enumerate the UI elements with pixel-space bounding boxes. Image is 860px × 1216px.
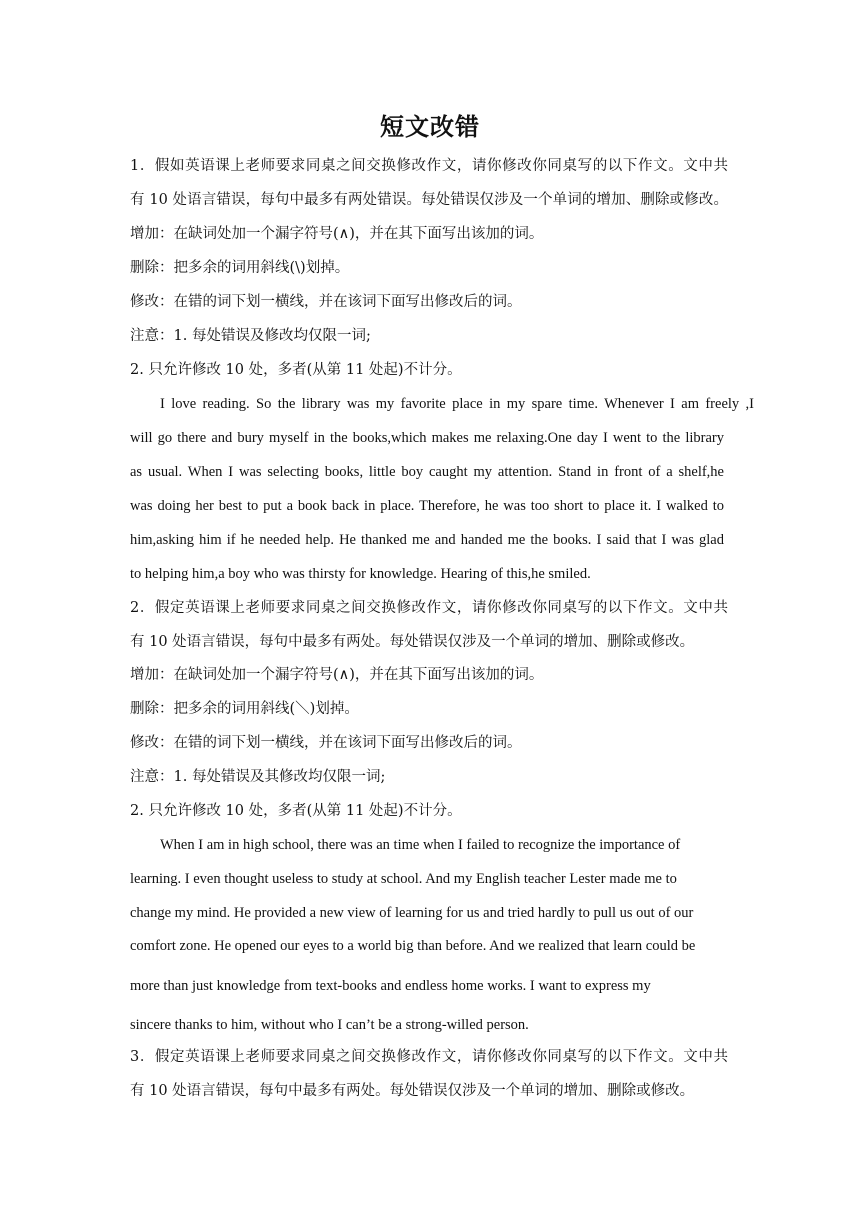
q2-delete-rule: 删除：把多余的词用斜线(＼)划掉。 (130, 701, 359, 717)
q2-passage-line-2: learning. I even thought useless to study at school. And my English teacher Lester made me to (130, 871, 677, 887)
q1-passage-line-2: will go there and bury myself in the books,which makes me relaxing.One day I went to the library (130, 430, 724, 446)
q2-add-rule: 增加：在缺词处加一个漏字符号(∧)，并在其下面写出该加的词。 (130, 667, 544, 683)
q1-modify-rule: 修改：在错的词下划一横线，并在该词下面写出修改后的词。 (130, 294, 522, 310)
page-title: 短文改错 (380, 112, 480, 141)
q1-note-2: 2. 只允许修改 10 处，多者(从第 11 处起)不计分。 (130, 362, 462, 378)
q1-instruction-line-2: 有 10 处语言错误，每句中最多有两处错误。每处错误仅涉及一个单词的增加、删除或修改。 (130, 192, 728, 208)
q2-modify-rule: 修改：在错的词下划一横线，并在该词下面写出修改后的词。 (130, 735, 522, 751)
q2-passage-line-3: change my mind. He provided a new view of learning for us and tried hardly to pull us out of our (130, 905, 694, 921)
q2-instruction-line-1: 2．假定英语课上老师要求同桌之间交换修改作文，请你修改你同桌写的以下作文。文中共 (130, 600, 728, 616)
q1-add-rule: 增加：在缺词处加一个漏字符号(∧)，并在其下面写出该加的词。 (130, 226, 544, 242)
q1-passage-line-6: to helping him,a boy who was thirsty for knowledge. Hearing of this,he smiled. (130, 566, 591, 582)
q1-delete-rule: 删除：把多余的词用斜线(\)划掉。 (130, 260, 350, 276)
q2-note-1: 注意：1. 每处错误及其修改均仅限一词; (130, 769, 386, 785)
q1-passage-line-5: him,asking him if he needed help. He thanked me and handed me the books. I said that I was glad (130, 532, 724, 548)
q1-passage-line-4: was doing her best to put a book back in place. Therefore, he was too short to place it. I walked to (130, 498, 724, 514)
q1-note-1: 注意：1. 每处错误及修改均仅限一词; (130, 328, 371, 344)
q1-passage-line-3: as usual. When I was selecting books, little boy caught my attention. Stand in front of a shelf,he (130, 464, 724, 480)
q2-passage-line-6: sincere thanks to him, without who I can’t be a strong-willed person. (130, 1017, 529, 1033)
q3-instruction-line-1: 3．假定英语课上老师要求同桌之间交换修改作文，请你修改你同桌写的以下作文。文中共 (130, 1049, 728, 1065)
q2-instruction-line-2: 有 10 处语言错误，每句中最多有两处。每处错误仅涉及一个单词的增加、删除或修改。 (130, 634, 695, 650)
q1-passage-line-1: I love reading. So the library was my favorite place in my spare time. Whenever I am freely ,I (160, 396, 754, 412)
q2-passage-line-4: comfort zone. He opened our eyes to a world big than before. And we realized that learn could be (130, 938, 696, 954)
q3-instruction-line-2: 有 10 处语言错误，每句中最多有两处。每处错误仅涉及一个单词的增加、删除或修改。 (130, 1083, 695, 1099)
q2-note-2: 2. 只允许修改 10 处，多者(从第 11 处起)不计分。 (130, 803, 462, 819)
q1-instruction-line-1: 1．假如英语课上老师要求同桌之间交换修改作文，请你修改你同桌写的以下作文。文中共 (130, 158, 728, 174)
q2-passage-line-1: When I am in high school, there was an time when I failed to recognize the importance of (160, 837, 681, 853)
q2-passage-line-5: more than just knowledge from text-books and endless home works. I want to express my (130, 978, 651, 994)
